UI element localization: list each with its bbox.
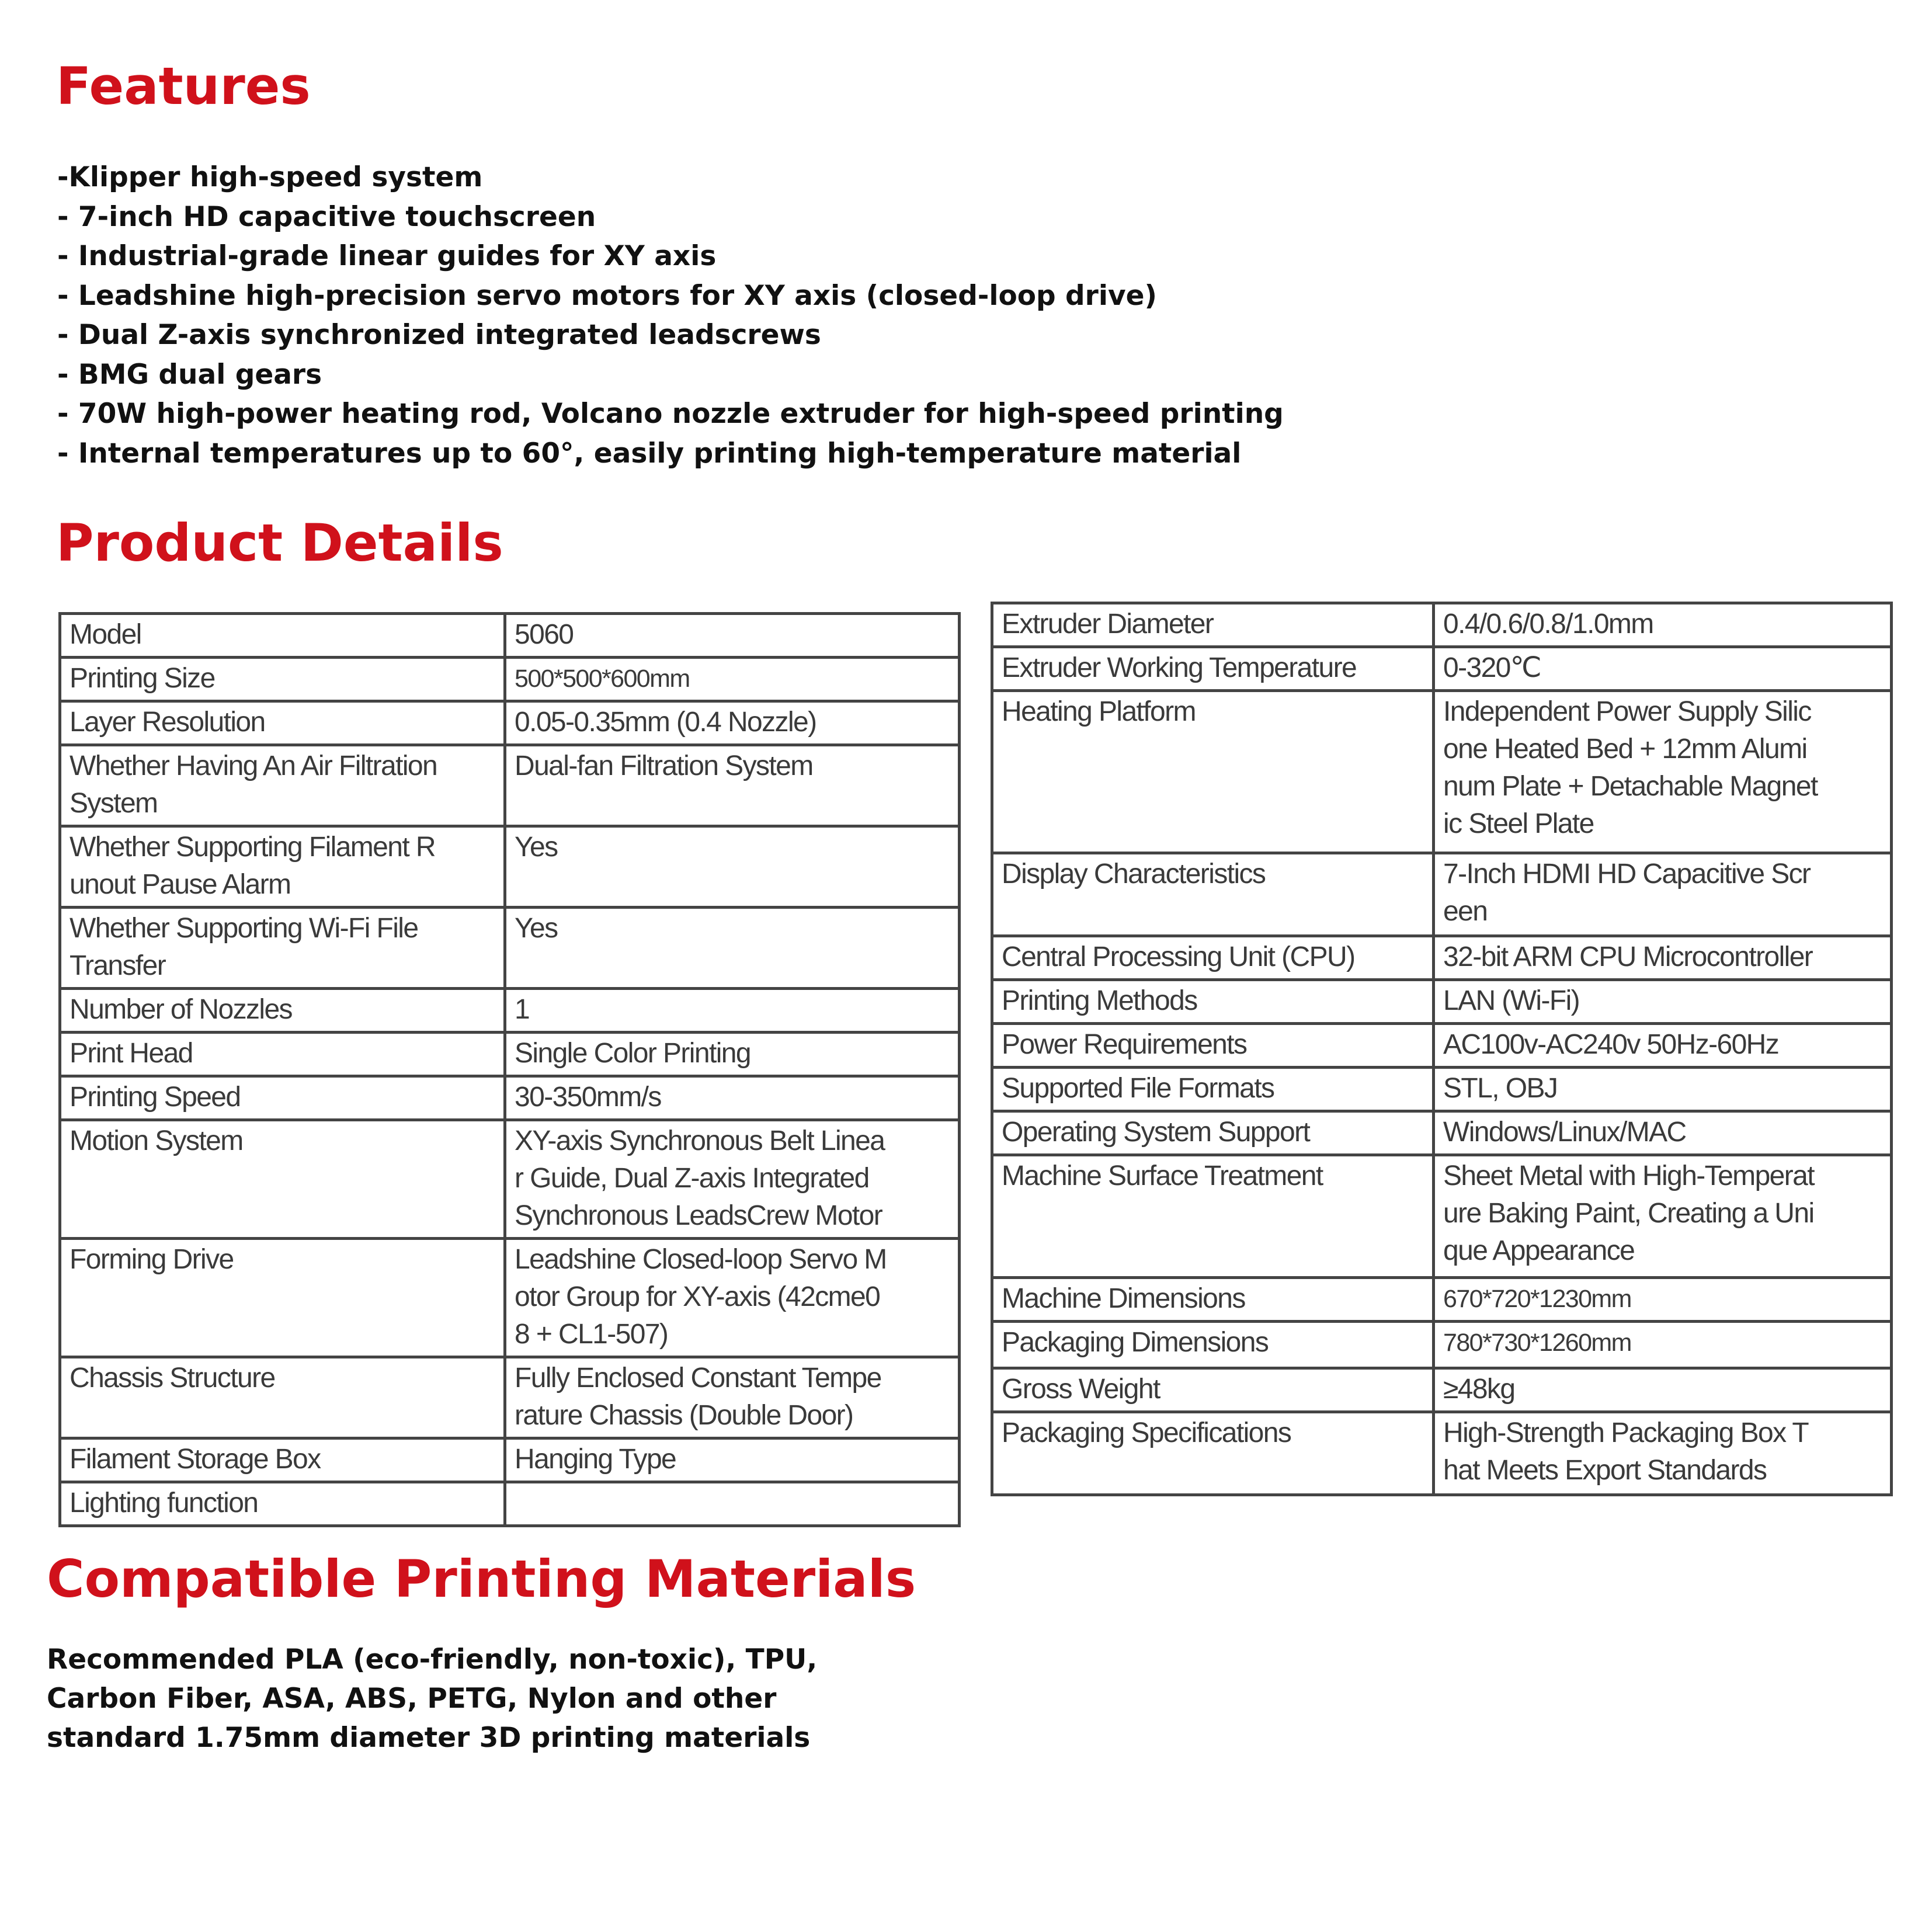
spec-value [1434,603,1892,647]
spec-label-line: System [70,788,158,819]
spec-row [60,989,960,1033]
spec-label-line: Forming Drive [70,1244,234,1275]
spec-value-line: ≥48kg [1443,1374,1515,1405]
spec-value [1434,1155,1892,1278]
spec-value [505,989,960,1033]
spec-label [992,1155,1434,1278]
spec-label [992,853,1434,936]
spec-value-line: rature Chassis (Double Door) [515,1400,853,1431]
spec-label-line: Power Requirements [1002,1029,1247,1060]
spec-label-line: Machine Dimensions [1002,1283,1245,1314]
spec-row [60,745,960,826]
spec-value-line: que Appearance [1443,1235,1635,1266]
spec-value-line: 1 [515,994,530,1025]
spec-label-line: Extruder Working Temperature [1002,652,1357,683]
spec-label [992,647,1434,691]
spec-row [992,853,1892,936]
spec-value-line: ic Steel Plate [1443,808,1594,839]
spec-label [60,1076,505,1120]
spec-row [992,1024,1892,1068]
features-list [57,158,1284,473]
spec-row [60,1482,960,1526]
spec-value-line: otor Group for XY-axis (42cme0 [515,1281,880,1312]
feature-item: - 7-inch HD capacitive touchscreen [57,200,596,233]
spec-label [992,1322,1434,1368]
spec-label [992,1368,1434,1412]
spec-row [60,826,960,908]
spec-row [60,1120,960,1239]
spec-value [1434,853,1892,936]
spec-label-line: Printing Speed [70,1082,241,1113]
spec-value [1434,1322,1892,1368]
spec-label-line: Extruder Diameter [1002,609,1214,640]
spec-value [505,1438,960,1482]
spec-value [505,1482,960,1526]
spec-label [60,1239,505,1357]
spec-label [992,1024,1434,1068]
spec-label-line: Layer Resolution [70,707,265,738]
spec-value-line: een [1443,896,1488,927]
spec-label [60,745,505,826]
spec-label [992,1068,1434,1111]
spec-value-line: hat Meets Export Standards [1443,1455,1767,1486]
spec-value-line: Synchronous LeadsCrew Motor [515,1200,882,1231]
spec-value [1434,1024,1892,1068]
spec-value-line: Windows/Linux/MAC [1443,1117,1686,1148]
spec-label-line: Chassis Structure [70,1363,275,1394]
spec-row [992,936,1892,980]
spec-value-line: STL, OBJ [1443,1073,1558,1104]
spec-value [505,745,960,826]
spec-label [60,1357,505,1438]
spec-label [992,603,1434,647]
spec-value-line: r Guide, Dual Z-axis Integrated [515,1163,869,1194]
feature-item: - BMG dual gears [57,358,322,391]
spec-value [505,1357,960,1438]
spec-label-line: Display Characteristics [1002,859,1266,889]
spec-value [1434,1111,1892,1155]
spec-label [60,1482,505,1526]
spec-value-line: 32-bit ARM CPU Microcontroller [1443,941,1813,972]
product-details-heading: Product Details [56,513,503,573]
spec-value-line: 8 + CL1-507) [515,1319,668,1350]
spec-value [1434,1412,1892,1495]
spec-value-line: Sheet Metal with High-Temperat [1443,1160,1814,1191]
spec-value-line: one Heated Bed + 12mm Alumi [1443,734,1807,765]
spec-row [992,1412,1892,1495]
spec-row [60,701,960,745]
spec-label-line: Heating Platform [1002,696,1196,727]
spec-row [992,1322,1892,1368]
spec-row [60,1357,960,1438]
spec-value-line: 0-320℃ [1443,652,1541,683]
materials-line: standard 1.75mm diameter 3D printing materials [47,1722,811,1754]
spec-label-line: Whether Supporting Filament R [70,832,435,863]
spec-value [1434,647,1892,691]
spec-value [1434,1278,1892,1322]
materials-line: Recommended PLA (eco-friendly, non-toxic), TPU, [47,1643,818,1676]
spec-value-line: 780*730*1260mm [1443,1329,1631,1357]
spec-value [505,614,960,658]
spec-value-line: High-Strength Packaging Box T [1443,1417,1809,1448]
spec-label-line: Operating System Support [1002,1117,1310,1148]
spec-row [992,1368,1892,1412]
materials-text [47,1640,817,1757]
spec-value [505,658,960,701]
spec-value-line: Dual-fan Filtration System [515,750,813,781]
spec-value-line: num Plate + Detachable Magnet [1443,771,1818,802]
spec-label-line: Supported File Formats [1002,1073,1274,1104]
spec-label [992,936,1434,980]
spec-label [992,1278,1434,1322]
spec-label-line: Whether Supporting Wi-Fi File [70,913,418,944]
spec-label [60,1033,505,1076]
spec-row [60,1033,960,1076]
spec-table-left [58,612,961,1527]
spec-table-right [991,602,1893,1496]
spec-value [505,1076,960,1120]
spec-label-line: Gross Weight [1002,1374,1160,1405]
spec-row [60,658,960,701]
spec-value-line: 7-Inch HDMI HD Capacitive Scr [1443,859,1811,889]
spec-value-line: XY-axis Synchronous Belt Linea [515,1125,885,1156]
spec-label [60,614,505,658]
spec-value-line: Single Color Printing [515,1038,750,1069]
materials-line: Carbon Fiber, ASA, ABS, PETG, Nylon and other [47,1683,777,1715]
feature-item: -Klipper high-speed system [57,161,483,193]
spec-row [992,1068,1892,1111]
spec-value-line: LAN (Wi-Fi) [1443,985,1580,1016]
spec-label-line: Model [70,619,141,650]
spec-label [60,658,505,701]
spec-label [60,826,505,908]
spec-value-line: Independent Power Supply Silic [1443,696,1811,727]
spec-label-line: Print Head [70,1038,193,1069]
spec-value-line: 0.05-0.35mm (0.4 Nozzle) [515,707,816,738]
spec-value-line [515,1485,950,1522]
spec-label-line: Transfer [70,950,166,981]
spec-value-line: 5060 [515,619,574,650]
spec-row [992,980,1892,1024]
spec-label-line: unout Pause Alarm [70,869,291,900]
spec-value [505,1120,960,1239]
spec-label [992,1412,1434,1495]
spec-value-line: 500*500*600mm [515,665,690,693]
feature-item: - Leadshine high-precision servo motors for XY axis (closed-loop drive) [57,279,1157,312]
spec-value-line: Yes [515,913,558,944]
feature-item: - Dual Z-axis synchronized integrated leadscrews [57,319,821,351]
spec-label [992,980,1434,1024]
spec-label [60,701,505,745]
feature-item: - 70W high-power heating rod, Volcano nozzle extruder for high-speed printing [57,398,1284,430]
feature-item: - Industrial-grade linear guides for XY axis [57,240,717,272]
spec-label [60,989,505,1033]
spec-row [60,1239,960,1357]
spec-label [992,1111,1434,1155]
spec-row [60,614,960,658]
spec-value-line: Hanging Type [515,1444,676,1475]
spec-row [60,1438,960,1482]
spec-label-line: Packaging Specifications [1002,1417,1291,1448]
materials-heading: Compatible Printing Materials [47,1549,916,1609]
spec-value [1434,980,1892,1024]
spec-value [505,908,960,989]
spec-value-line: 0.4/0.6/0.8/1.0mm [1443,609,1653,640]
spec-value-line: 670*720*1230mm [1443,1285,1631,1313]
spec-value [1434,1368,1892,1412]
spec-label-line: Central Processing Unit (CPU) [1002,941,1355,972]
spec-row [992,691,1892,853]
spec-value [1434,936,1892,980]
features-heading: Features [56,56,311,116]
spec-row [992,1111,1892,1155]
spec-label-line: Packaging Dimensions [1002,1327,1269,1358]
spec-value [1434,1068,1892,1111]
spec-value-line: Fully Enclosed Constant Tempe [515,1363,881,1394]
spec-label-line: Number of Nozzles [70,994,292,1025]
spec-label-line: Lighting function [70,1488,258,1519]
spec-value-line: Leadshine Closed-loop Servo M [515,1244,887,1275]
spec-value-line: Yes [515,832,558,863]
feature-item: - Internal temperatures up to 60°, easily printing high-temperature material [57,437,1242,470]
spec-value-line: AC100v-AC240v 50Hz-60Hz [1443,1029,1779,1060]
spec-value [505,826,960,908]
spec-label-line: Printing Size [70,663,215,694]
spec-label-line: Filament Storage Box [70,1444,321,1475]
spec-row [992,647,1892,691]
spec-row [992,603,1892,647]
spec-label-line: Whether Having An Air Filtration [70,750,437,781]
spec-row [60,1076,960,1120]
spec-value-line: ure Baking Paint, Creating a Uni [1443,1198,1814,1229]
spec-label [992,691,1434,853]
spec-row [992,1278,1892,1322]
spec-label [60,1120,505,1239]
spec-label [60,1438,505,1482]
spec-label-line: Motion System [70,1125,243,1156]
spec-value-line: 30-350mm/s [515,1082,661,1113]
spec-row [60,908,960,989]
spec-label [60,908,505,989]
spec-value [505,1239,960,1357]
spec-label-line: Printing Methods [1002,985,1197,1016]
spec-label-line: Machine Surface Treatment [1002,1160,1323,1191]
spec-row [992,1155,1892,1278]
spec-value [1434,691,1892,853]
spec-value [505,701,960,745]
spec-value [505,1033,960,1076]
